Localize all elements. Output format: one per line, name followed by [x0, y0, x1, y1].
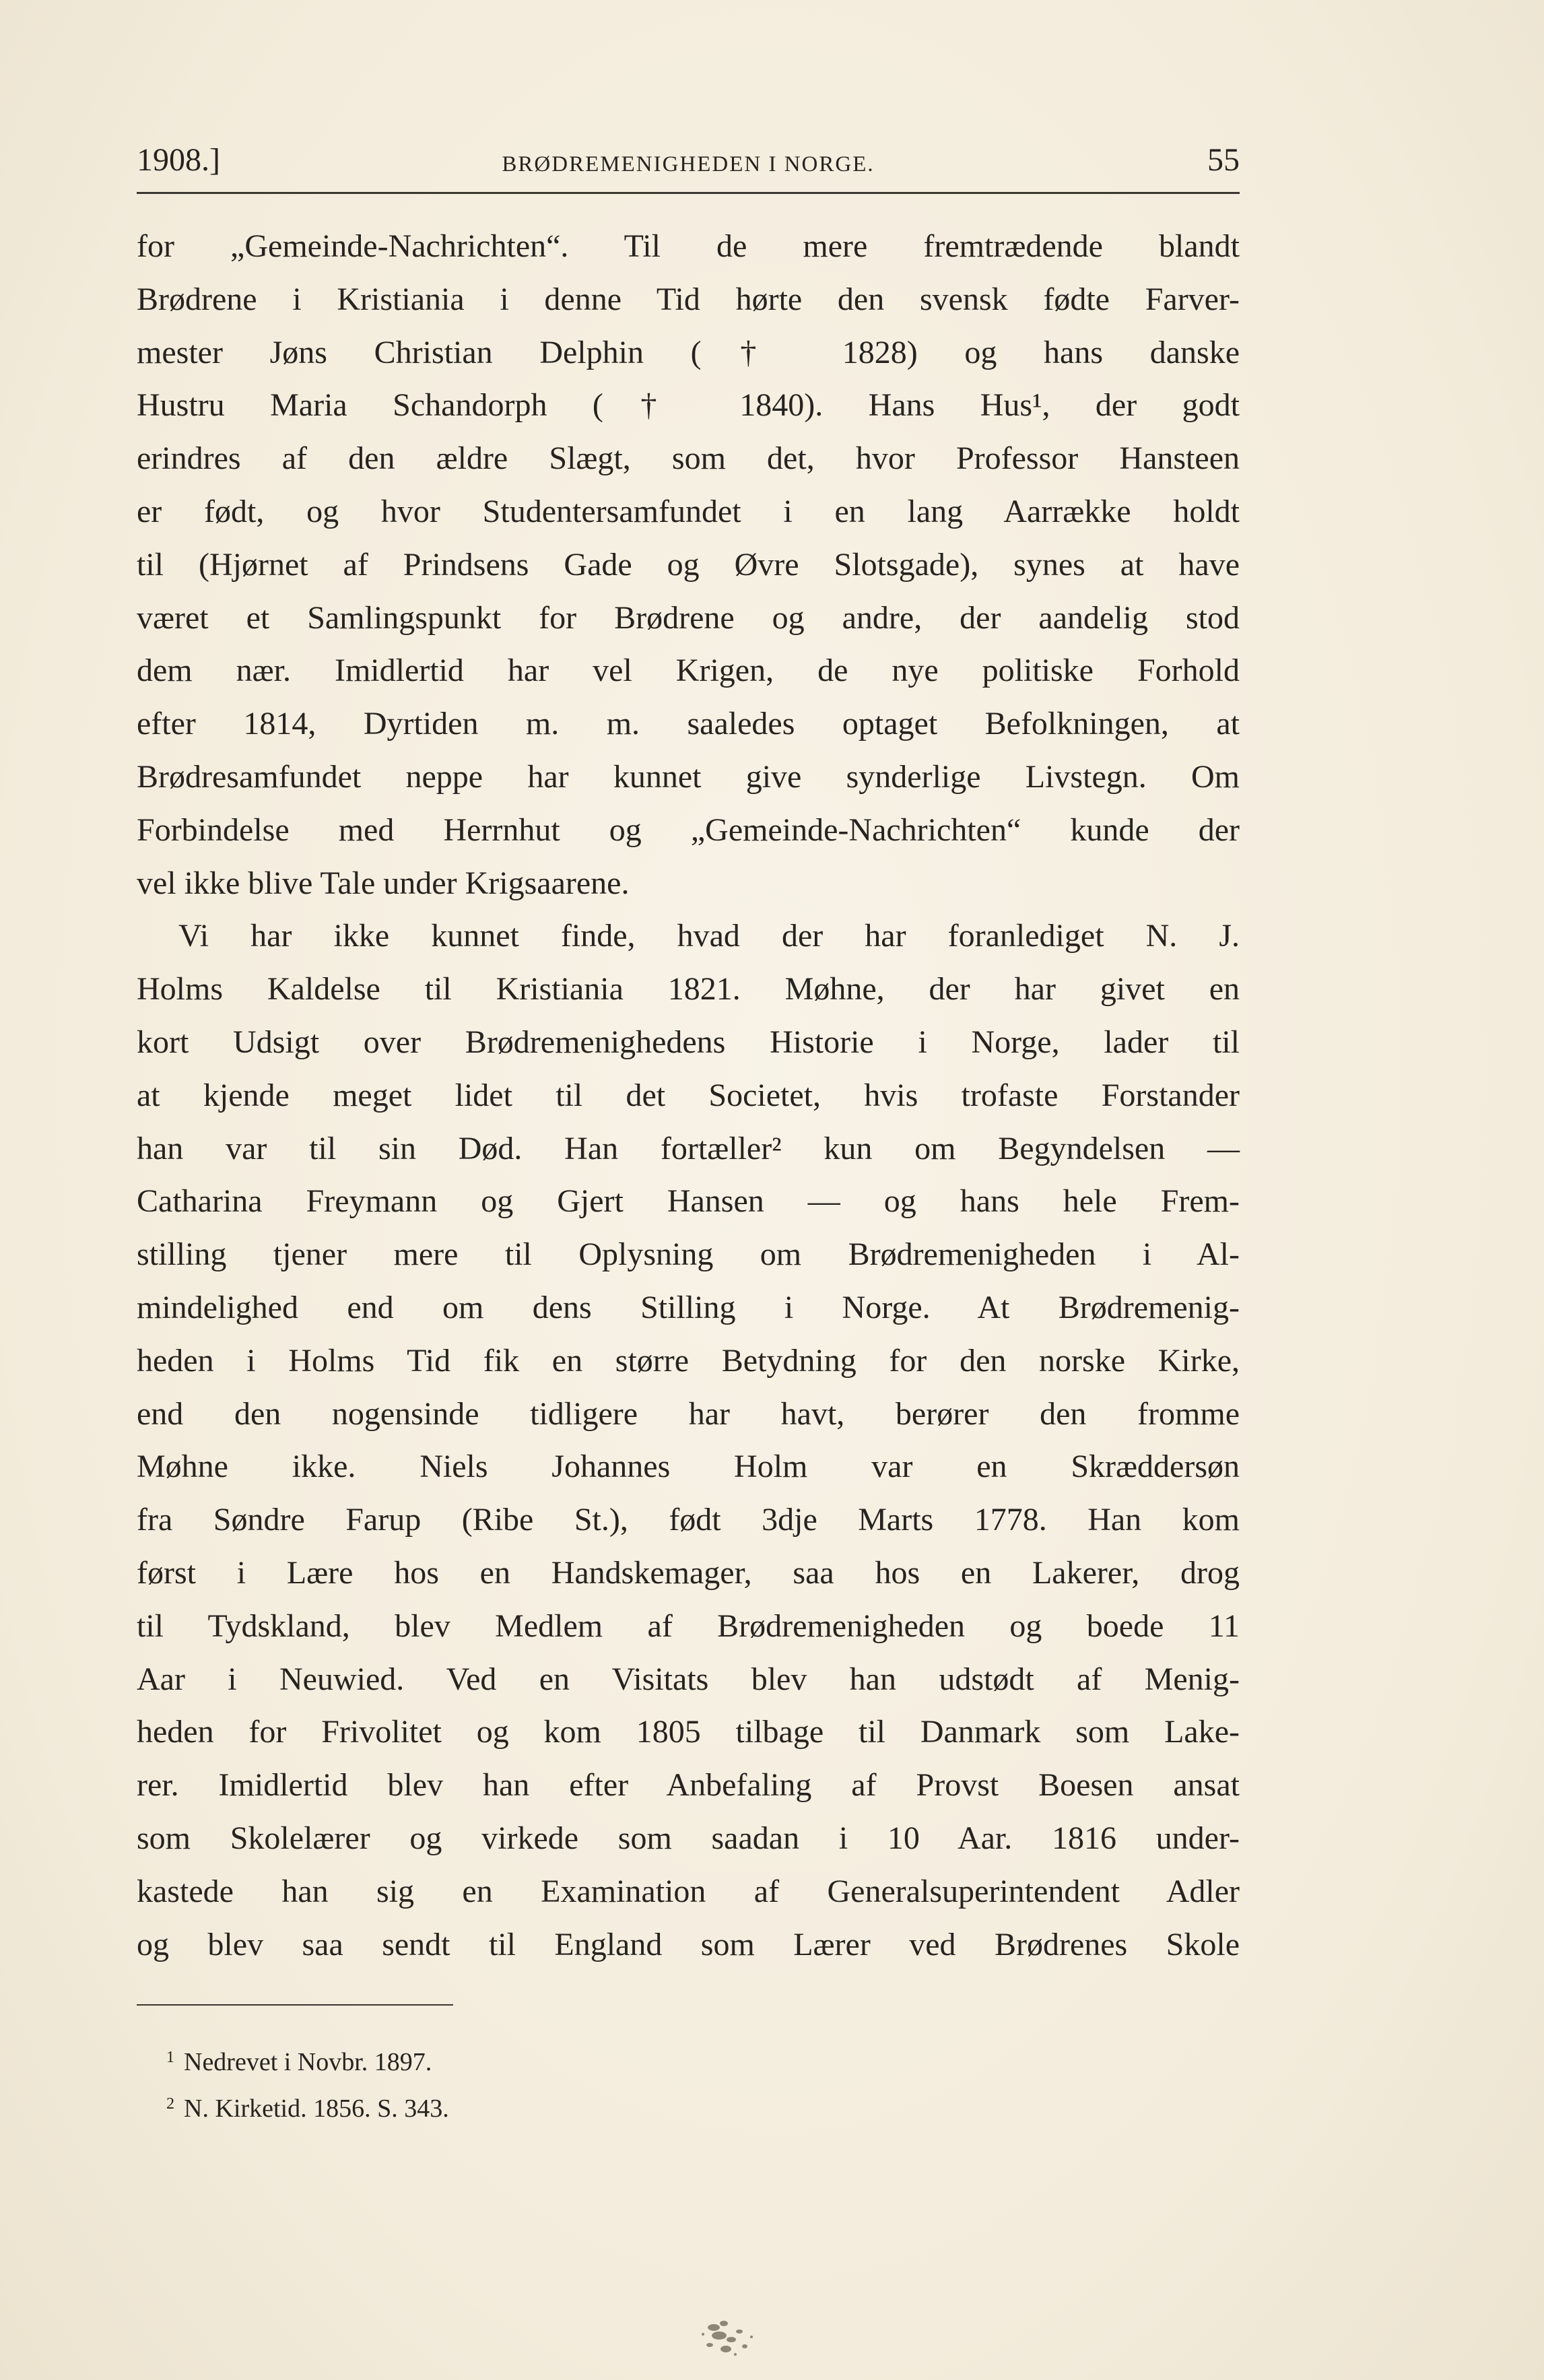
text-line: Forbindelse med Herrnhut og „Gemeinde-Nachrichten“ kunde der: [137, 812, 1240, 848]
text-line: for „Gemeinde-Nachrichten“. Til de mere fremtrædende blandt: [137, 228, 1240, 264]
text-line: som Skolelærer og virkede som saadan i 10 Aar. 1816 under-: [137, 1820, 1240, 1856]
text-line: Vi har ikke kunnet finde, hvad der har foranlediget N. J.: [178, 918, 1240, 954]
text-line: Brødresamfundet neppe har kunnet give synderlige Livstegn. Om: [137, 758, 1240, 795]
text-line: været et Samlingspunkt for Brødrene og andre, der aandelig stod: [137, 599, 1240, 636]
text-line: er født, og hvor Studentersamfundet i en lang Aarrække holdt: [137, 493, 1240, 529]
text-line: først i Lære hos en Handskemager, saa hos en Lakerer, drog: [137, 1554, 1240, 1591]
text-line: kort Udsigt over Brødremenighedens Historie i Norge, lader til: [137, 1024, 1240, 1060]
text-line: kastede han sig en Examination af Generalsuperintendent Adler: [137, 1873, 1240, 1909]
text-line: rer. Imidlertid blev han efter Anbefaling af Provst Boesen ansat: [137, 1767, 1240, 1804]
text-line: heden for Frivolitet og kom 1805 tilbage til Danmark som Lake-: [137, 1714, 1240, 1750]
footnotes: [166, 2037, 772, 2129]
footnote-marker: 2: [166, 2095, 174, 2113]
header-title: BRØDREMENIGHEDEN I NORGE.: [502, 152, 875, 176]
footnote-marker: 1: [166, 2049, 174, 2066]
page-number: 55: [1207, 142, 1240, 178]
text-line: Holms Kaldelse til Kristiania 1821. Møhne, der har givet en: [137, 971, 1240, 1007]
footnote-rule: [137, 2004, 453, 2006]
footnote: [166, 2083, 772, 2129]
footnote-text: N. Kirketid. 1856. S. 343.: [184, 2094, 449, 2123]
header-year: 1908.]: [137, 142, 220, 178]
text-line: vel ikke blive Tale under Krigsaarene.: [137, 865, 630, 901]
text-line: efter 1814, Dyrtiden m. m. saaledes optaget Befolkningen, at: [137, 706, 1240, 742]
text-line: til Tydskland, blev Medlem af Brødremenigheden og boede 11: [137, 1608, 1240, 1644]
body-text: [137, 220, 1240, 1971]
printer-ornament-icon: [687, 2314, 774, 2361]
text-line: Aar i Neuwied. Ved en Visitats blev han udstødt af Menig-: [137, 1661, 1240, 1697]
text-line: fra Søndre Farup (Ribe St.), født 3dje Marts 1778. Han kom: [137, 1502, 1240, 1538]
text-line: erindres af den ældre Slægt, som det, hvor Professor Hansteen: [137, 440, 1240, 477]
running-head: [137, 133, 1240, 187]
text-line: heden i Holms Tid fik en større Betydning for den norske Kirke,: [137, 1342, 1240, 1379]
text-line: og blev saa sendt til England som Lærer ved Brødrenes Skole: [137, 1926, 1240, 1962]
footnote: [166, 2037, 772, 2083]
text-line: til (Hjørnet af Prindsens Gade og Øvre Slotsgade), synes at have: [137, 546, 1240, 583]
text-line: stilling tjener mere til Oplysning om Brødremenigheden i Al-: [137, 1236, 1240, 1273]
text-line: han var til sin Død. Han fortæller² kun om Begyndelsen —: [137, 1130, 1240, 1166]
text-line: at kjende meget lidet til det Societet, hvis trofaste Forstander: [137, 1077, 1240, 1113]
text-line: end den nogensinde tidligere har havt, berører den fromme: [137, 1395, 1240, 1432]
text-line: Hustru Maria Schandorph († 1840). Hans Hus¹, der godt: [137, 387, 1240, 424]
text-line: dem nær. Imidlertid har vel Krigen, de nye politiske Forhold: [137, 653, 1240, 689]
text-line: Møhne ikke. Niels Johannes Holm var en Skræddersøn: [137, 1449, 1240, 1485]
text-line: Catharina Freymann og Gjert Hansen — og hans hele Frem-: [137, 1183, 1240, 1220]
header-rule: [137, 192, 1240, 194]
footnote-text: Nedrevet i Novbr. 1897.: [184, 2048, 432, 2076]
text-line: mindelighed end om dens Stilling i Norge. At Brødremenig-: [137, 1289, 1240, 1325]
text-line: Brødrene i Kristiania i denne Tid hørte den svensk fødte Farver-: [137, 281, 1240, 317]
text-line: mester Jøns Christian Delphin († 1828) og hans danske: [137, 334, 1240, 370]
